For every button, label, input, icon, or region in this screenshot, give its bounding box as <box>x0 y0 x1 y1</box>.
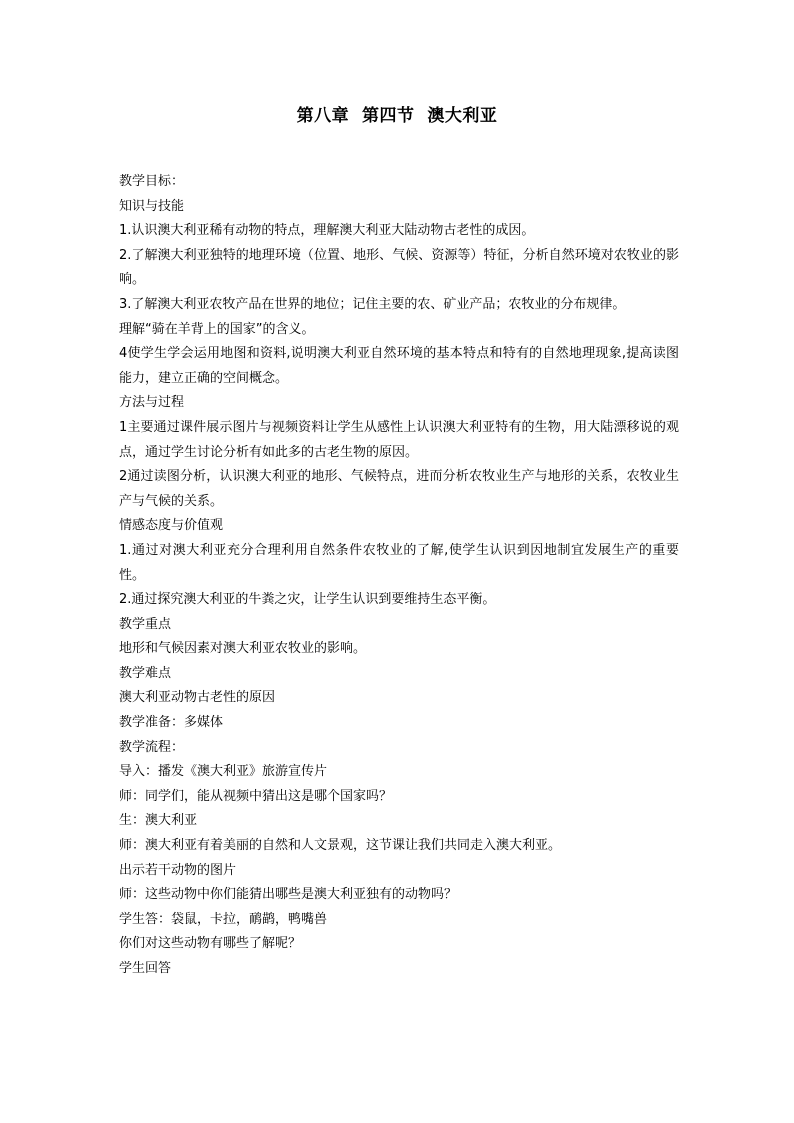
process-intro: 导入：播发《澳大利亚》旅游宣传片 <box>119 764 328 780</box>
attitude-item-2: 2.通过探究澳大利亚的牛粪之灾，让学生认识到要维持生态平衡。 <box>119 592 496 608</box>
heading-methods-process: 方法与过程 <box>119 395 185 411</box>
heading-key-points: 教学重点 <box>119 616 172 632</box>
process-student-answer-1: 生：澳大利亚 <box>119 813 198 829</box>
objective-item-3: 3.了解澳大利亚农牧产品在世界的地位；记住主要的农、矿业产品；农牧业的分布规律。 <box>119 296 626 312</box>
key-point-text: 地形和气候因素对澳大利亚农牧业的影响。 <box>119 641 367 657</box>
process-show-pictures: 出示若干动物的图片 <box>119 862 237 878</box>
teaching-preparation: 教学准备：多媒体 <box>119 715 224 731</box>
method-item-2: 2通过读图分析，认识澳大利亚的地形、气候特点，进而分析农牧业生产与地形的关系，农牧业生产与气候的关系。 <box>119 469 679 509</box>
process-teacher-question-1: 师：同学们，能从视频中猜出这是哪个国家吗？ <box>119 788 393 804</box>
heading-knowledge-skills: 知识与技能 <box>119 198 185 214</box>
process-teacher-question-2: 师：这些动物中你们能猜出哪些是澳大利亚独有的动物吗？ <box>119 887 458 903</box>
objective-item-4: 4使学生学会运用地图和资料,说明澳大利亚自然环境的基本特点和特有的自然地理现象,提高读图能力，建立正确的空间概念。 <box>119 346 679 386</box>
document-title: 第八章 第四节 澳大利亚 <box>296 106 498 126</box>
process-question-3: 你们对这些动物有哪些了解呢？ <box>119 936 302 952</box>
objective-item-2: 2.了解澳大利亚独特的地理环境（位置、地形、气候、资源等）特征，分析自然环境对农牧业的影响。 <box>119 247 679 288</box>
process-student-response: 学生回答 <box>119 961 172 976</box>
attitude-item-1: 1.通过对澳大利亚充分合理利用自然条件农牧业的了解,使学生认识到因地制宜发展生产的重要性。 <box>119 542 679 583</box>
difficult-point-text: 澳大利亚动物古老性的原因 <box>119 690 276 706</box>
objective-item-3-continued: 理解“骑在羊背上的国家”的含义。 <box>119 321 315 337</box>
heading-attitude-values: 情感态度与价值观 <box>119 518 224 534</box>
method-item-1: 1主要通过课件展示图片与视频资料让学生从感性上认识澳大利亚特有的生物，用大陆漂移说的观点，通过学生讨论分析有如此多的古老生物的原因。 <box>119 419 679 460</box>
heading-teaching-objectives: 教学目标： <box>119 174 185 189</box>
heading-difficult-points: 教学难点 <box>119 665 172 681</box>
process-teacher-statement: 师：澳大利亚有着美丽的自然和人文景观，这节课让我们共同走入澳大利亚。 <box>119 838 562 854</box>
heading-teaching-process: 教学流程： <box>119 739 185 755</box>
document-body <box>119 170 679 982</box>
process-student-answer-2: 学生答：袋鼠，卡拉，鸸鹋，鸭嘴兽 <box>119 911 328 927</box>
objective-item-1: 1.认识澳大利亚稀有动物的特点，理解澳大利亚大陆动物古老性的成因。 <box>119 223 535 239</box>
